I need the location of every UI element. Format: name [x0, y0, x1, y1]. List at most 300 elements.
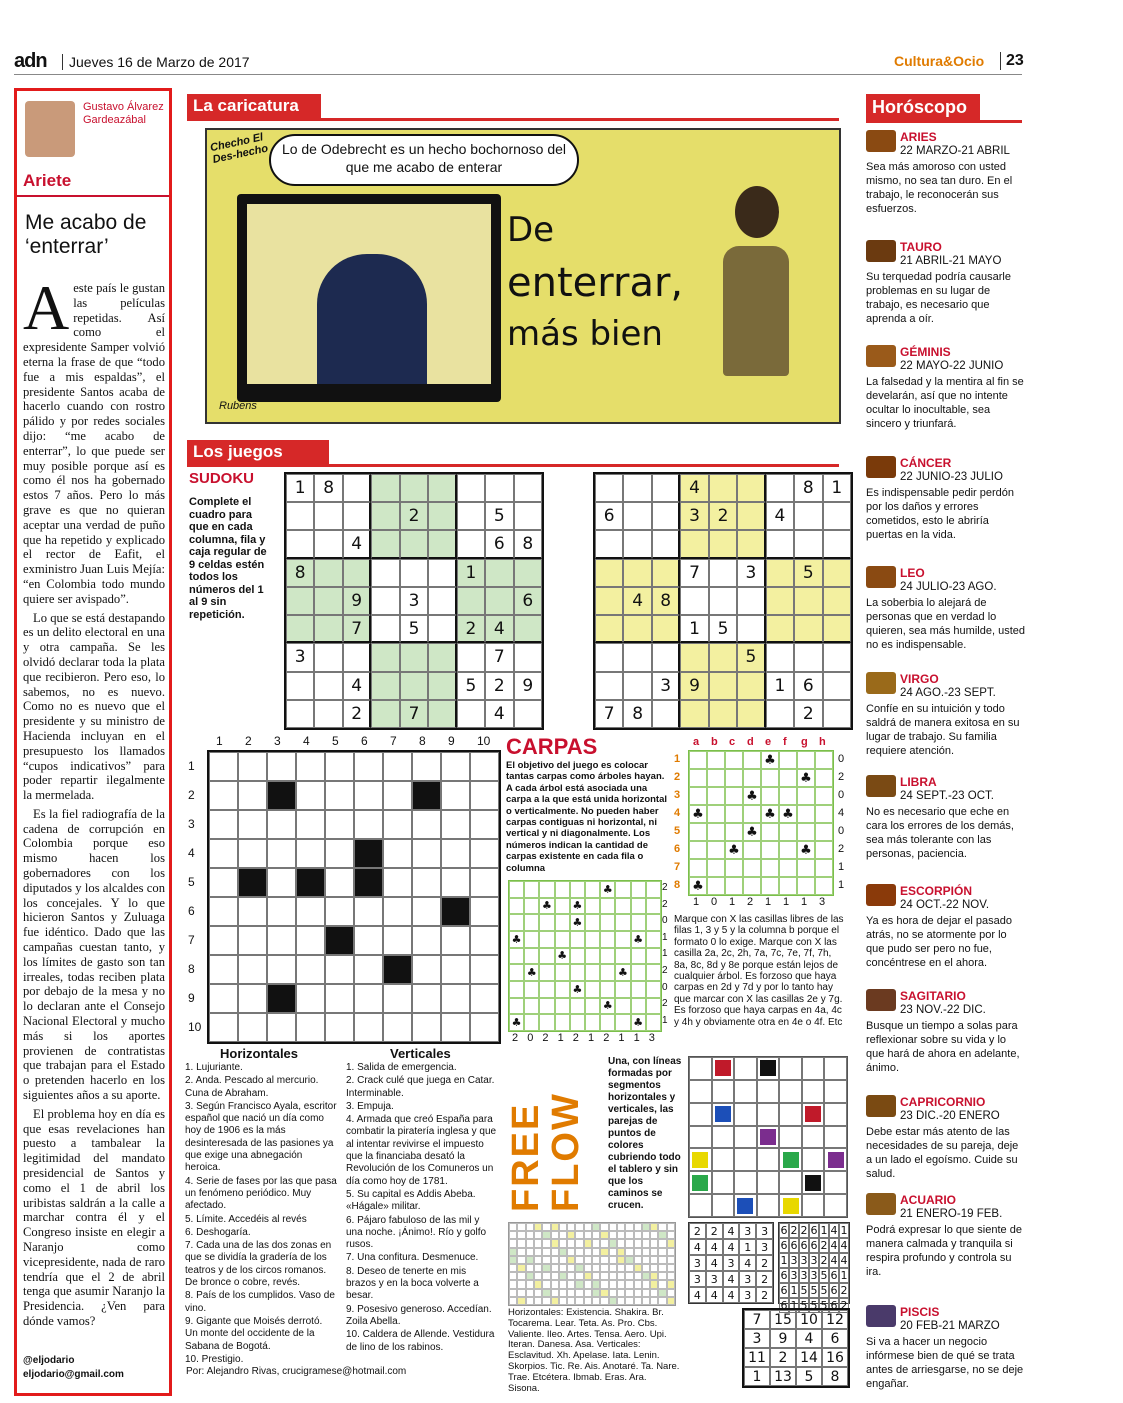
sudoku-cell[interactable]	[343, 474, 371, 502]
sudoku-cell[interactable]	[514, 474, 542, 502]
sudoku-cell[interactable]	[428, 700, 456, 728]
sudoku-cell[interactable]	[623, 559, 651, 587]
sudoku-cell[interactable]: 8	[623, 700, 651, 728]
crossword-cell[interactable]	[470, 984, 499, 1013]
freeflow-cell[interactable]	[712, 1057, 735, 1080]
sudoku-cell[interactable]	[371, 643, 399, 671]
sudoku-grid-1[interactable]	[284, 472, 544, 730]
freeflow-cell[interactable]	[689, 1080, 712, 1103]
crossword-cell[interactable]	[296, 897, 325, 926]
crossword-cell[interactable]	[296, 839, 325, 868]
crossword-cell[interactable]	[296, 955, 325, 984]
sudoku-cell[interactable]	[286, 700, 314, 728]
crossword-cell[interactable]	[441, 781, 470, 810]
crossword-cell[interactable]	[296, 810, 325, 839]
sudoku-cell[interactable]	[314, 587, 342, 615]
carpas-cell[interactable]	[797, 751, 815, 769]
sudoku-cell[interactable]	[794, 587, 822, 615]
sudoku-cell[interactable]	[371, 530, 399, 558]
color-dot[interactable]	[692, 1152, 708, 1168]
carpas-cell[interactable]	[707, 787, 725, 805]
freeflow-cell[interactable]	[734, 1194, 757, 1217]
sudoku-cell[interactable]	[514, 502, 542, 530]
carpas-cell[interactable]	[815, 751, 833, 769]
freeflow-cell[interactable]	[712, 1080, 735, 1103]
sudoku-cell[interactable]	[623, 474, 651, 502]
crossword-cell[interactable]	[383, 868, 412, 897]
sudoku-cell[interactable]	[623, 530, 651, 558]
color-dot[interactable]	[783, 1152, 799, 1168]
sudoku-cell[interactable]	[314, 530, 342, 558]
freeflow-cell[interactable]	[712, 1194, 735, 1217]
sudoku-cell[interactable]	[595, 672, 623, 700]
sudoku-cell[interactable]: 2	[343, 700, 371, 728]
freeflow-cell[interactable]	[802, 1103, 825, 1126]
carpas-cell[interactable]	[779, 859, 797, 877]
crossword-cell[interactable]	[267, 1013, 296, 1042]
crossword-cell[interactable]	[412, 955, 441, 984]
freeflow-cell[interactable]	[824, 1171, 847, 1194]
crossword-cell[interactable]	[412, 984, 441, 1013]
sudoku-cell[interactable]: 4	[623, 587, 651, 615]
sudoku-cell[interactable]: 5	[457, 672, 485, 700]
carpas-cell[interactable]	[743, 841, 761, 859]
tree-icon[interactable]: ♣	[797, 841, 815, 859]
sudoku-cell[interactable]	[457, 530, 485, 558]
sudoku-cell[interactable]: 9	[514, 672, 542, 700]
crossword-cell[interactable]	[238, 897, 267, 926]
freeflow-cell[interactable]	[689, 1057, 712, 1080]
sudoku-cell[interactable]: 6	[485, 530, 513, 558]
sudoku-cell[interactable]	[314, 700, 342, 728]
crossword-cell[interactable]	[354, 810, 383, 839]
tree-icon[interactable]: ♣	[725, 841, 743, 859]
crossword-cell[interactable]	[238, 955, 267, 984]
color-dot[interactable]	[692, 1175, 708, 1191]
crossword-cell[interactable]	[209, 781, 238, 810]
crossword-cell[interactable]	[383, 955, 412, 984]
sudoku-cell[interactable]	[595, 587, 623, 615]
crossword-cell[interactable]	[470, 868, 499, 897]
sudoku-cell[interactable]: 3	[286, 643, 314, 671]
carpas-cell[interactable]	[815, 841, 833, 859]
crossword-cell[interactable]	[296, 984, 325, 1013]
sudoku-cell[interactable]	[823, 559, 851, 587]
carpas-cell[interactable]	[689, 751, 707, 769]
freeflow-cell[interactable]	[779, 1126, 802, 1149]
crossword-cell[interactable]	[383, 810, 412, 839]
sudoku-cell[interactable]	[595, 474, 623, 502]
sudoku-cell[interactable]	[737, 587, 765, 615]
crossword-cell[interactable]	[441, 1013, 470, 1042]
freeflow-cell[interactable]	[802, 1171, 825, 1194]
sudoku-cell[interactable]	[428, 587, 456, 615]
carpas-cell[interactable]	[815, 787, 833, 805]
sudoku-cell[interactable]	[428, 530, 456, 558]
freeflow-cell[interactable]	[689, 1194, 712, 1217]
crossword-cell[interactable]	[296, 752, 325, 781]
crossword-cell[interactable]	[383, 897, 412, 926]
sudoku-cell[interactable]	[595, 615, 623, 643]
freeflow-cell[interactable]	[734, 1080, 757, 1103]
tree-icon[interactable]: ♣	[743, 823, 761, 841]
carpas-cell[interactable]	[689, 823, 707, 841]
freeflow-cell[interactable]	[779, 1080, 802, 1103]
color-dot[interactable]	[828, 1152, 844, 1168]
crossword-cell[interactable]	[441, 752, 470, 781]
freeflow-cell[interactable]	[757, 1194, 780, 1217]
sudoku-cell[interactable]	[766, 530, 794, 558]
crossword-cell[interactable]	[325, 781, 354, 810]
crossword-cell[interactable]	[238, 810, 267, 839]
sudoku-cell[interactable]: 4	[766, 502, 794, 530]
crossword-cell[interactable]	[441, 984, 470, 1013]
sudoku-cell[interactable]	[823, 672, 851, 700]
color-dot[interactable]	[737, 1198, 753, 1214]
crossword-cell[interactable]	[267, 839, 296, 868]
sudoku-cell[interactable]	[652, 502, 680, 530]
sudoku-cell[interactable]	[314, 502, 342, 530]
tree-icon[interactable]: ♣	[779, 805, 797, 823]
carpas-cell[interactable]	[689, 841, 707, 859]
sudoku-cell[interactable]	[766, 643, 794, 671]
crossword-cell[interactable]	[441, 926, 470, 955]
sudoku-cell[interactable]: 1	[680, 615, 708, 643]
sudoku-cell[interactable]	[314, 559, 342, 587]
carpas-cell[interactable]	[779, 787, 797, 805]
crossword-cell[interactable]	[441, 868, 470, 897]
sudoku-cell[interactable]	[314, 643, 342, 671]
crossword-cell[interactable]	[325, 984, 354, 1013]
sudoku-cell[interactable]	[485, 559, 513, 587]
sudoku-cell[interactable]: 3	[652, 672, 680, 700]
crossword-cell[interactable]	[441, 810, 470, 839]
sudoku-cell[interactable]	[623, 615, 651, 643]
tree-icon[interactable]: ♣	[761, 805, 779, 823]
sudoku-cell[interactable]: 2	[457, 615, 485, 643]
sudoku-cell[interactable]: 4	[343, 672, 371, 700]
carpas-cell[interactable]	[797, 877, 815, 895]
sudoku-cell[interactable]	[314, 672, 342, 700]
sudoku-cell[interactable]	[595, 643, 623, 671]
carpas-cell[interactable]	[707, 805, 725, 823]
freeflow-cell[interactable]	[824, 1148, 847, 1171]
carpas-cell[interactable]	[725, 859, 743, 877]
sudoku-cell[interactable]	[400, 559, 428, 587]
tree-icon[interactable]: ♣	[689, 805, 707, 823]
crossword-cell[interactable]	[470, 810, 499, 839]
sudoku-cell[interactable]	[371, 474, 399, 502]
crossword-cell[interactable]	[238, 984, 267, 1013]
sudoku-cell[interactable]: 1	[766, 672, 794, 700]
sudoku-cell[interactable]: 6	[595, 502, 623, 530]
sudoku-cell[interactable]	[343, 559, 371, 587]
freeflow-cell[interactable]	[802, 1148, 825, 1171]
crossword-cell[interactable]	[383, 926, 412, 955]
crossword-cell[interactable]	[325, 897, 354, 926]
sudoku-cell[interactable]: 7	[680, 559, 708, 587]
crossword-cell[interactable]	[296, 868, 325, 897]
freeflow-cell[interactable]	[734, 1103, 757, 1126]
sudoku-cell[interactable]: 8	[514, 530, 542, 558]
carpas-cell[interactable]	[707, 841, 725, 859]
sudoku-cell[interactable]	[428, 643, 456, 671]
freeflow-cell[interactable]	[779, 1194, 802, 1217]
freeflow-cell[interactable]	[802, 1126, 825, 1149]
crossword-cell[interactable]	[383, 839, 412, 868]
crossword-cell[interactable]	[354, 781, 383, 810]
crossword-cell[interactable]	[209, 897, 238, 926]
sudoku-cell[interactable]	[457, 700, 485, 728]
tree-icon[interactable]: ♣	[797, 769, 815, 787]
sudoku-cell[interactable]	[485, 587, 513, 615]
sudoku-cell[interactable]	[680, 530, 708, 558]
crossword-cell[interactable]	[354, 752, 383, 781]
freeflow-cell[interactable]	[757, 1080, 780, 1103]
sudoku-cell[interactable]	[595, 530, 623, 558]
sudoku-cell[interactable]	[286, 502, 314, 530]
sudoku-cell[interactable]: 2	[400, 502, 428, 530]
sudoku-cell[interactable]	[680, 643, 708, 671]
crossword-cell[interactable]	[238, 781, 267, 810]
sudoku-cell[interactable]	[371, 502, 399, 530]
sudoku-cell[interactable]	[343, 643, 371, 671]
carpas-cell[interactable]	[743, 751, 761, 769]
sudoku-cell[interactable]	[794, 530, 822, 558]
crossword-cell[interactable]	[412, 752, 441, 781]
carpas-cell[interactable]	[761, 859, 779, 877]
sudoku-cell[interactable]	[766, 559, 794, 587]
crossword-cell[interactable]	[354, 926, 383, 955]
freeflow-cell[interactable]	[802, 1080, 825, 1103]
crossword-cell[interactable]	[267, 810, 296, 839]
sudoku-cell[interactable]	[371, 587, 399, 615]
sudoku-cell[interactable]	[766, 587, 794, 615]
carpas-cell[interactable]	[797, 805, 815, 823]
crossword-cell[interactable]	[238, 868, 267, 897]
crossword-cell[interactable]	[383, 752, 412, 781]
freeflow-cell[interactable]	[779, 1057, 802, 1080]
sudoku-cell[interactable]: 3	[737, 559, 765, 587]
sudoku-cell[interactable]	[371, 559, 399, 587]
carpas-cell[interactable]	[707, 823, 725, 841]
crossword-cell[interactable]	[412, 868, 441, 897]
freeflow-cell[interactable]	[712, 1148, 735, 1171]
crossword-cell[interactable]	[470, 897, 499, 926]
freeflow-cell[interactable]	[802, 1057, 825, 1080]
crossword-cell[interactable]	[325, 839, 354, 868]
sudoku-cell[interactable]	[428, 559, 456, 587]
sudoku-cell[interactable]	[428, 672, 456, 700]
sudoku-cell[interactable]: 1	[457, 559, 485, 587]
sudoku-cell[interactable]	[737, 502, 765, 530]
sudoku-cell[interactable]	[400, 643, 428, 671]
sudoku-grid-2[interactable]	[593, 472, 853, 730]
sudoku-cell[interactable]	[652, 559, 680, 587]
crossword-cell[interactable]	[412, 839, 441, 868]
carpas-cell[interactable]	[743, 805, 761, 823]
carpas-cell[interactable]	[797, 787, 815, 805]
sudoku-cell[interactable]	[400, 530, 428, 558]
crossword-cell[interactable]	[354, 868, 383, 897]
crossword-cell[interactable]	[470, 955, 499, 984]
sudoku-cell[interactable]: 4	[485, 700, 513, 728]
sudoku-cell[interactable]	[709, 474, 737, 502]
crossword-cell[interactable]	[325, 955, 354, 984]
sudoku-cell[interactable]	[457, 643, 485, 671]
sudoku-cell[interactable]: 5	[485, 502, 513, 530]
sudoku-cell[interactable]	[485, 474, 513, 502]
sudoku-cell[interactable]	[823, 700, 851, 728]
freeflow-cell[interactable]	[712, 1171, 735, 1194]
sudoku-cell[interactable]	[623, 643, 651, 671]
crossword-cell[interactable]	[296, 1013, 325, 1042]
sudoku-cell[interactable]	[680, 700, 708, 728]
color-dot[interactable]	[805, 1106, 821, 1122]
carpas-cell[interactable]	[725, 805, 743, 823]
carpas-cell[interactable]	[779, 877, 797, 895]
freeflow-cell[interactable]	[734, 1171, 757, 1194]
crossword-cell[interactable]	[412, 926, 441, 955]
sudoku-cell[interactable]	[766, 700, 794, 728]
carpas-cell[interactable]	[707, 877, 725, 895]
carpas-cell[interactable]	[779, 841, 797, 859]
sudoku-cell[interactable]: 2	[794, 700, 822, 728]
crossword-cell[interactable]	[470, 752, 499, 781]
sudoku-cell[interactable]	[457, 502, 485, 530]
sudoku-cell[interactable]: 1	[286, 474, 314, 502]
carpas-cell[interactable]	[761, 823, 779, 841]
sudoku-cell[interactable]	[709, 530, 737, 558]
sudoku-cell[interactable]	[737, 700, 765, 728]
freeflow-cell[interactable]	[757, 1103, 780, 1126]
sudoku-cell[interactable]: 9	[680, 672, 708, 700]
crossword-cell[interactable]	[296, 926, 325, 955]
tree-icon[interactable]: ♣	[761, 751, 779, 769]
freeflow-cell[interactable]	[824, 1103, 847, 1126]
crossword-cell[interactable]	[325, 926, 354, 955]
freeflow-cell[interactable]	[757, 1057, 780, 1080]
crossword-grid[interactable]	[207, 750, 501, 1044]
sudoku-cell[interactable]	[428, 615, 456, 643]
sudoku-cell[interactable]: 6	[794, 672, 822, 700]
sudoku-cell[interactable]	[737, 530, 765, 558]
sudoku-cell[interactable]: 4	[343, 530, 371, 558]
crossword-cell[interactable]	[470, 1013, 499, 1042]
sudoku-cell[interactable]: 2	[709, 502, 737, 530]
crossword-cell[interactable]	[412, 897, 441, 926]
sudoku-cell[interactable]: 7	[343, 615, 371, 643]
sudoku-cell[interactable]	[709, 700, 737, 728]
crossword-cell[interactable]	[209, 955, 238, 984]
sudoku-cell[interactable]	[428, 474, 456, 502]
freeflow-cell[interactable]	[779, 1171, 802, 1194]
crossword-cell[interactable]	[238, 926, 267, 955]
crossword-cell[interactable]	[325, 810, 354, 839]
sudoku-cell[interactable]	[371, 672, 399, 700]
carpas-cell[interactable]	[725, 877, 743, 895]
crossword-cell[interactable]	[267, 781, 296, 810]
carpas-cell[interactable]	[707, 859, 725, 877]
carpas-cell[interactable]	[707, 751, 725, 769]
crossword-cell[interactable]	[325, 752, 354, 781]
sudoku-cell[interactable]: 4	[485, 615, 513, 643]
sudoku-cell[interactable]	[514, 615, 542, 643]
sudoku-cell[interactable]	[652, 530, 680, 558]
crossword-cell[interactable]	[441, 839, 470, 868]
freeflow-cell[interactable]	[824, 1080, 847, 1103]
freeflow-cell[interactable]	[757, 1171, 780, 1194]
sudoku-cell[interactable]	[371, 615, 399, 643]
sudoku-cell[interactable]	[457, 587, 485, 615]
freeflow-cell[interactable]	[824, 1057, 847, 1080]
sudoku-cell[interactable]	[623, 672, 651, 700]
color-dot[interactable]	[715, 1060, 731, 1076]
freeflow-cell[interactable]	[734, 1126, 757, 1149]
crossword-cell[interactable]	[354, 984, 383, 1013]
crossword-cell[interactable]	[470, 781, 499, 810]
carpas-cell[interactable]	[815, 823, 833, 841]
sudoku-cell[interactable]	[652, 474, 680, 502]
crossword-cell[interactable]	[325, 1013, 354, 1042]
sudoku-cell[interactable]	[823, 587, 851, 615]
color-dot[interactable]	[715, 1106, 731, 1122]
sudoku-cell[interactable]	[400, 672, 428, 700]
freeflow-grid[interactable]	[688, 1056, 848, 1218]
crossword-cell[interactable]	[412, 1013, 441, 1042]
sudoku-cell[interactable]: 1	[823, 474, 851, 502]
crossword-cell[interactable]	[209, 752, 238, 781]
sudoku-cell[interactable]	[371, 700, 399, 728]
crossword-cell[interactable]	[267, 868, 296, 897]
sudoku-cell[interactable]	[766, 474, 794, 502]
sudoku-cell[interactable]	[343, 502, 371, 530]
sudoku-cell[interactable]: 5	[400, 615, 428, 643]
freeflow-cell[interactable]	[734, 1057, 757, 1080]
color-dot[interactable]	[760, 1129, 776, 1145]
crossword-cell[interactable]	[441, 955, 470, 984]
color-dot[interactable]	[760, 1060, 776, 1076]
carpas-cell[interactable]	[689, 769, 707, 787]
sudoku-cell[interactable]	[680, 587, 708, 615]
freeflow-cell[interactable]	[734, 1148, 757, 1171]
color-dot[interactable]	[783, 1198, 799, 1214]
carpas-cell[interactable]	[725, 787, 743, 805]
sudoku-cell[interactable]	[823, 643, 851, 671]
sudoku-cell[interactable]	[709, 587, 737, 615]
sudoku-cell[interactable]: 9	[343, 587, 371, 615]
crossword-cell[interactable]	[209, 810, 238, 839]
carpas-cell[interactable]	[761, 877, 779, 895]
sudoku-cell[interactable]	[709, 643, 737, 671]
carpas-cell[interactable]	[707, 769, 725, 787]
crossword-cell[interactable]	[325, 868, 354, 897]
carpas-cell[interactable]	[815, 877, 833, 895]
freeflow-cell[interactable]	[757, 1126, 780, 1149]
crossword-cell[interactable]	[209, 868, 238, 897]
crossword-cell[interactable]	[267, 955, 296, 984]
tree-icon[interactable]: ♣	[689, 877, 707, 895]
sudoku-cell[interactable]	[823, 502, 851, 530]
sudoku-cell[interactable]	[514, 700, 542, 728]
crossword-cell[interactable]	[209, 926, 238, 955]
sudoku-cell[interactable]: 4	[680, 474, 708, 502]
freeflow-cell[interactable]	[712, 1126, 735, 1149]
carpas-cell[interactable]	[725, 751, 743, 769]
sudoku-cell[interactable]: 8	[314, 474, 342, 502]
sudoku-cell[interactable]	[652, 615, 680, 643]
crossword-cell[interactable]	[267, 926, 296, 955]
